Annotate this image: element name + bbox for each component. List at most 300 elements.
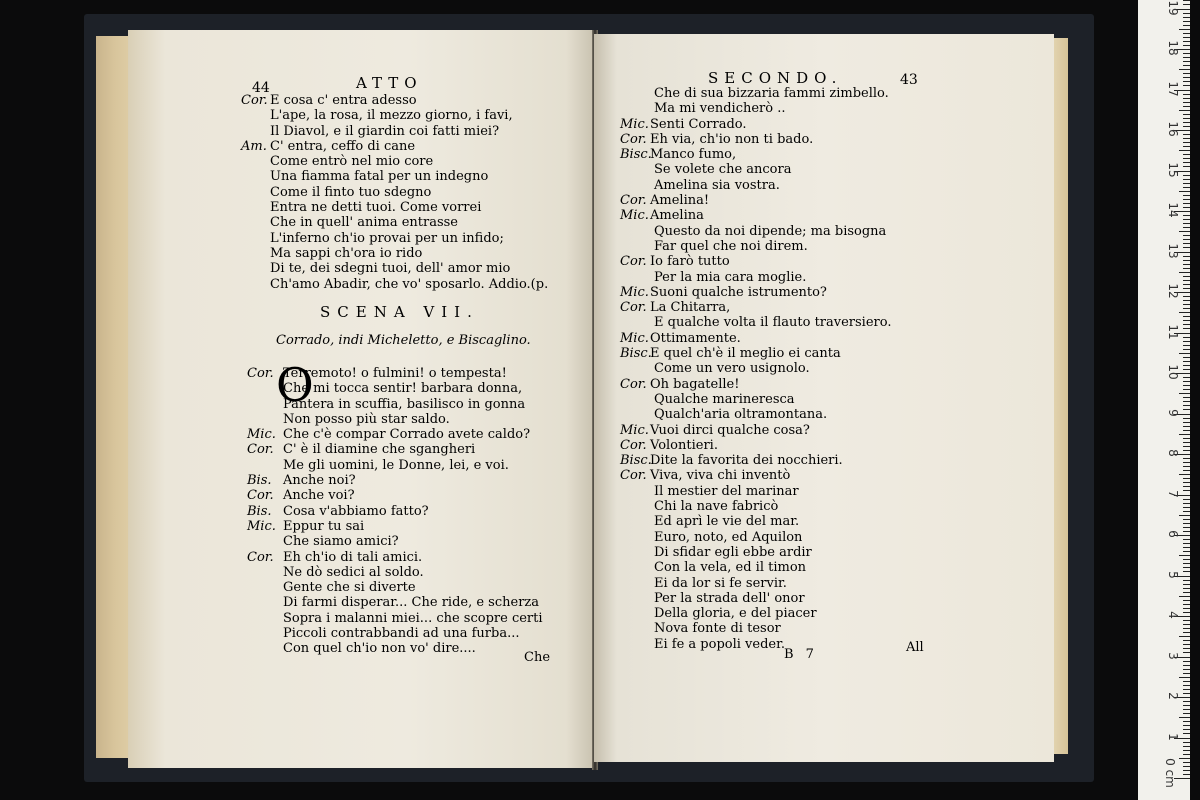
ruler-tick [1183,341,1190,342]
line-text: Ei fe a popoli veder. [654,636,786,652]
line-text: Cosa v'abbiamo fatto? [283,503,429,519]
text-line [620,315,920,330]
ruler-tick [1179,29,1190,30]
ruler-tick [1183,669,1190,670]
text-line [247,519,577,534]
ruler-tick [1183,442,1190,443]
ruler-tick [1183,296,1190,297]
text-line [247,442,577,457]
text-line [620,560,920,575]
ruler-tick [1183,770,1190,771]
ruler-number: 5 [1166,570,1180,579]
ruler-tick [1183,600,1190,601]
text-line [247,366,577,381]
line-text: Come un vero usignolo. [654,361,810,377]
text-line [620,300,920,315]
ruler-tick [1183,559,1190,560]
ruler-tick [1183,507,1190,508]
line-text: Come entrò nel mio core [270,154,434,170]
speaker-label: Cor. [620,376,647,392]
ruler-tick [1183,640,1190,641]
ruler-tick [1183,154,1190,155]
scene-description: Corrado, indi Micheletto, e Biscaglino. [276,333,531,348]
speaker-label: Mic. [247,427,276,443]
line-text: Ei da lor si fe servir. [654,575,787,591]
text-line [241,261,571,276]
ruler-tick [1183,709,1190,710]
ruler-tick [1183,219,1190,220]
line-text: Ma mi vendicherò .. [654,101,786,117]
ruler-tick [1183,308,1190,309]
line-text: Me gli uomini, le Donne, lei, e voi. [283,457,509,473]
ruler-tick [1183,243,1190,244]
ruler-tick [1183,527,1190,528]
text-line [241,124,571,139]
speaker-label: Mic. [620,422,649,438]
speaker-label: Cor. [620,468,647,484]
text-line [620,193,920,208]
ruler-tick [1183,239,1190,240]
ruler-tick [1183,418,1190,419]
text-line [620,453,920,468]
speaker-label: Cor. [247,442,274,458]
line-text: Euro, noto, ed Aquilon [654,529,803,545]
line-text: Anche noi? [283,473,356,489]
ruler-tick [1183,701,1190,702]
ruler-tick [1183,693,1190,694]
ruler-tick [1183,361,1190,362]
line-text: C' entra, ceffo di cane [270,138,416,154]
ruler-tick [1183,438,1190,439]
ruler-tick [1183,300,1190,301]
ruler-tick [1183,733,1190,734]
ruler-tick [1183,632,1190,633]
ruler-tick [1183,661,1190,662]
text-line [620,101,920,116]
line-text: Viva, viva chi inventò [650,468,791,484]
line-text: Amelina! [650,193,710,209]
text-line [247,397,577,412]
ruler-tick [1183,57,1190,58]
ruler-tick [1183,490,1190,491]
ruler-tick [1183,673,1190,674]
ruler-tick [1183,458,1190,459]
speaker-label: Cor. [247,549,274,565]
text-line [620,499,920,514]
ruler-number: 7 [1166,489,1180,498]
ruler-tick [1183,227,1190,228]
speaker-label: Cor. [247,366,274,381]
ruler-tick [1183,166,1190,167]
speaker-label: Cor. [620,437,647,453]
line-text: Qualche marineresca [654,391,795,407]
ruler-tick [1183,122,1190,123]
text-line [620,86,920,101]
ruler-tick [1183,725,1190,726]
line-text: Che siamo amici? [283,534,399,550]
ruler-tick [1183,608,1190,609]
ruler-tick [1183,94,1190,95]
line-text: Dite la favorita dei nocchieri. [650,453,843,469]
ruler-tick [1183,705,1190,706]
line-text: Questo da noi dipende; ma bisogna [654,223,887,239]
ruler-tick [1183,754,1190,755]
ruler-number: 4 [1166,611,1180,619]
ruler-number: 13 [1166,242,1180,259]
line-text: Il mestier del marinar [654,483,799,499]
text-line [620,377,920,392]
line-text: Non posso più star saldo. [283,411,450,427]
speaker-label: Bisc. [620,453,652,469]
ruler-tick [1179,474,1190,475]
ruler-tick [1183,247,1190,248]
line-text: Nova fonte di tesor [654,621,781,637]
ruler-tick [1179,677,1190,678]
text-line [247,381,577,396]
line-text: Chi la nave fabricò [654,499,779,515]
ruler-tick [1183,644,1190,645]
speaker-label: Cor. [620,254,647,270]
ruler-tick [1183,17,1190,18]
ruler-tick [1183,37,1190,38]
ruler-tick [1183,547,1190,548]
ruler-tick [1183,320,1190,321]
text-line [620,224,920,239]
line-text: Suoni qualche istrumento? [650,284,827,300]
text-line [247,534,577,549]
line-text: Eh via, ch'io non ti bado. [650,131,814,147]
ruler-tick [1183,369,1190,370]
speaker-label: Mic. [620,208,649,224]
line-text: Il Diavol, e il giardin coi fatti miei? [270,123,500,139]
ruler-tick [1183,531,1190,532]
ruler-tick [1179,758,1190,759]
speaker-label: Mic. [620,116,649,132]
ruler-tick [1183,523,1190,524]
line-text: L'inferno ch'io provai per un infido; [270,230,504,246]
speaker-label: Cor. [241,93,268,108]
text-line [247,565,577,580]
ruler-number: 17 [1166,80,1180,97]
ruler-number: 3 [1166,651,1180,660]
text-line [241,200,571,215]
text-line [620,346,920,361]
text-line [241,185,571,200]
text-line [620,270,920,285]
line-text: Che di sua bizzaria fammi zimbello. [654,86,889,101]
ruler-tick [1183,106,1190,107]
text-line [620,178,920,193]
ruler-tick [1183,486,1190,487]
ruler-tick [1183,41,1190,42]
ruler-tick [1183,470,1190,471]
ruler-tick [1183,624,1190,625]
line-text: Senti Corrado. [650,116,747,132]
ruler-tick [1183,742,1190,743]
ruler-tick [1183,543,1190,544]
left-text-block-bottom [247,366,577,657]
ruler-tick [1183,324,1190,325]
text-line [247,580,577,595]
ruler-tick [1183,195,1190,196]
ruler-tick [1183,13,1190,14]
ruler-tick [1183,397,1190,398]
ruler-tick [1183,357,1190,358]
ruler-tick [1183,450,1190,451]
line-text: Gente che si diverte [283,580,416,596]
text-line [241,231,571,246]
ruler-tick [1183,102,1190,103]
ruler-tick [1183,73,1190,74]
ruler-tick [1183,45,1190,46]
ruler-tick [1183,284,1190,285]
line-text: Amelina sia vostra. [654,177,780,193]
ruler-tick [1179,353,1190,354]
line-text: Di sfidar egli ebbe ardir [654,544,812,560]
line-text: Eppur tu sai [283,518,365,534]
ruler-number: 16 [1166,121,1180,137]
text-line [247,595,577,610]
ruler-tick [1183,138,1190,139]
ruler-tick [1183,430,1190,431]
ruler-tick [1179,393,1190,394]
ruler-tick [1183,665,1190,666]
line-text: Con la vela, ed il timon [654,560,807,576]
text-line [620,591,920,606]
ruler-number: 19 [1166,0,1180,16]
ruler-tick [1183,604,1190,605]
signature-mark: B 7 [784,647,818,662]
text-line [241,154,571,169]
text-line [241,139,571,154]
ruler-tick [1183,276,1190,277]
ruler-tick [1183,158,1190,159]
ruler-tick [1183,260,1190,261]
left-running-head: ATTO [356,74,423,92]
text-line [247,611,577,626]
line-text: Vuoi dirci qualche cosa? [650,422,810,438]
ruler-tick [1183,628,1190,629]
ruler-tick [1183,713,1190,714]
line-text: Terremoto! o fulmini! o tempesta! [283,366,507,381]
line-text: Ed aprì le vie del mar. [654,514,800,530]
text-line [620,637,920,652]
ruler-tick [1183,215,1190,216]
ruler-number: 12 [1166,283,1180,299]
text-line [247,504,577,519]
ruler-tick [1183,766,1190,767]
ruler-tick [1183,25,1190,26]
line-text: Entra ne detti tuoi. Come vorrei [270,200,482,216]
text-line [247,427,577,442]
ruler-tick [1183,268,1190,269]
ruler-tick [1183,4,1190,5]
ruler-tick [1183,126,1190,127]
text-line [241,93,571,108]
ruler-tick [1183,114,1190,115]
ruler-tick [1183,580,1190,581]
ruler-tick [1183,187,1190,188]
ruler-tick [1183,134,1190,135]
line-text: Io farò tutto [650,254,730,270]
text-line [620,208,920,223]
ruler-tick [1179,231,1190,232]
ruler-tick [1179,636,1190,637]
speaker-label: Cor. [620,131,647,147]
ruler-tick [1183,405,1190,406]
ruler-tick [1183,77,1190,78]
right-running-head: SECONDO. [708,69,843,87]
ruler-tick [1183,162,1190,163]
ruler-tick [1183,721,1190,722]
text-line [241,215,571,230]
text-line [620,162,920,177]
ruler-tick [1179,191,1190,192]
ruler-tick [1183,53,1190,54]
ruler-tick [1183,146,1190,147]
ruler-tick [1183,81,1190,82]
ruler-tick [1183,466,1190,467]
speaker-label: Bisc. [620,147,652,163]
text-line [620,484,920,499]
ruler-tick [1183,61,1190,62]
line-text: Che c'è compar Corrado avete caldo? [283,427,531,443]
ruler-tick [1183,288,1190,289]
ruler-tick [1183,563,1190,564]
ruler-tick [1183,519,1190,520]
text-line [620,331,920,346]
ruler-tick [1183,337,1190,338]
ruler-tick [1183,223,1190,224]
ruler-tick [1183,175,1190,176]
ruler-tick [1183,499,1190,500]
ruler-tick [1183,389,1190,390]
text-line [620,468,920,483]
ruler-tick [1183,652,1190,653]
ruler-tick [1183,774,1190,775]
text-line [620,285,920,300]
ruler-number: 10 [1166,364,1180,380]
speaker-label: Mic. [620,284,649,300]
ruler-tick [1183,349,1190,350]
ruler-number: 1 [1166,732,1180,741]
line-text: Ma sappi ch'ora io rido [270,245,423,261]
line-text: Ottimamente. [650,330,741,346]
ruler-tick [1183,446,1190,447]
line-text: Che in quell' anima entrasse [270,215,458,231]
ruler-tick [1183,280,1190,281]
ruler-tick [1183,426,1190,427]
ruler-tick [1183,409,1190,410]
line-text: E qualche volta il flauto traversiero. [654,315,892,331]
speaker-label: Cor. [620,300,647,316]
ruler-tick [1183,328,1190,329]
line-text: Piccoli contrabbandi ad una furba... [283,626,520,642]
text-line [241,169,571,184]
ruler-tick [1183,685,1190,686]
ruler-tick [1183,345,1190,346]
line-text: Della gloria, e del piacer [654,606,817,622]
line-text: Se volete che ancora [654,162,792,178]
ruler-number: 18 [1166,40,1180,56]
text-line [620,361,920,376]
measurement-ruler [1138,0,1190,800]
ruler-tick [1183,183,1190,184]
line-text: Qualch'aria oltramontana. [654,407,828,423]
line-text: La Chitarra, [650,300,731,316]
line-text: Di farmi disperar... Che ride, e scherza [283,595,540,611]
line-text: L'ape, la rosa, il mezzo giorno, i favi, [270,108,513,124]
ruler-number: 0 cm [1163,758,1177,788]
ruler-tick [1183,21,1190,22]
ruler-tick [1183,539,1190,540]
line-text: Anche voi? [283,488,355,504]
line-text: Amelina [650,208,704,224]
drop-cap: O [276,358,314,412]
line-text: Pantera in scuffia, basilisco in gonna [283,396,526,412]
text-line [241,246,571,261]
ruler-number: 9 [1166,408,1180,417]
ruler-number: 15 [1166,161,1180,178]
ruler-tick [1179,312,1190,313]
text-line [620,407,920,422]
line-text: C' è il diamine che sgangheri [283,442,476,458]
speaker-label: Bis. [247,473,272,489]
ruler-tick [1183,511,1190,512]
speaker-label: Am. [241,138,267,154]
ruler-tick [1183,551,1190,552]
ruler-tick [1183,85,1190,86]
ruler-tick [1183,179,1190,180]
ruler-tick [1179,717,1190,718]
ruler-tick [1183,571,1190,572]
ruler-tick [1179,69,1190,70]
speaker-label: Cor. [247,488,274,504]
ruler-number: 11 [1166,323,1180,340]
line-text: E quel ch'è il meglio ei canta [650,346,841,362]
ruler-tick [1183,98,1190,99]
text-line [620,514,920,529]
ruler-tick [1179,555,1190,556]
ruler-tick [1179,434,1190,435]
speaker-label: Mic. [620,330,649,346]
ruler-tick [1183,401,1190,402]
text-line [620,530,920,545]
right-catchword: All [906,640,924,655]
ruler-tick [1183,377,1190,378]
line-text: Per la strada dell' onor [654,590,805,606]
line-text: Far quel che noi direm. [654,238,808,254]
left-text-block-top [241,93,571,292]
line-text: Oh bagatelle! [650,376,740,392]
line-text: Di te, dei sdegni tuoi, dell' amor mio [270,261,511,277]
text-line [247,473,577,488]
ruler-tick [1183,584,1190,585]
text-line [620,147,920,162]
ruler-tick [1183,264,1190,265]
ruler-tick [1183,689,1190,690]
ruler-tick [1183,681,1190,682]
text-line [247,626,577,641]
ruler-tick [1183,482,1190,483]
ruler-tick [1179,110,1190,111]
text-line [620,606,920,621]
ruler-tick [1183,142,1190,143]
speaker-label: Bisc. [620,346,652,362]
text-line [241,108,571,123]
ruler-tick [1183,750,1190,751]
ruler-tick [1183,33,1190,34]
